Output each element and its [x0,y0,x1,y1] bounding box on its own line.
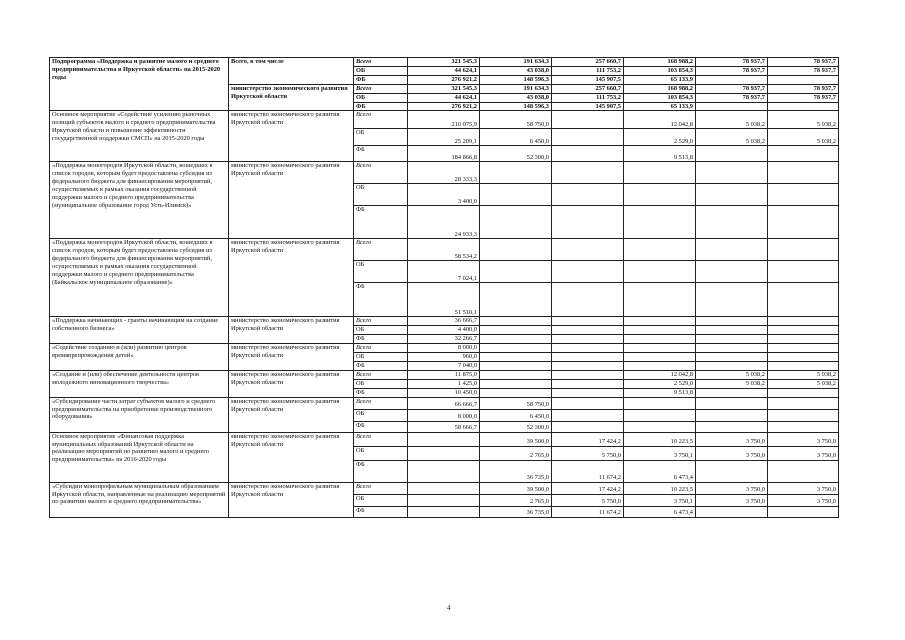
amount-cell: 9 513,8 [624,388,696,397]
amount-cell: 12 042,8 [624,370,696,379]
amount-cell [552,379,624,388]
amount-cell: 36 735,0 [480,460,552,482]
amount-cell [552,353,624,362]
funding-source: ФБ [354,75,408,84]
measure-name: Подпрограмма «Поддержка и развитие малого и среднего предпринимательства в Иркутской области» на 2015-2020 годы [50,58,229,111]
amount-cell: 3 750,0 [768,432,839,446]
amount-cell: 43 038,0 [480,93,552,102]
measure-name: «Поддержка начинающих - гранты начинающим на создание собственного бизнеса» [50,317,229,344]
funding-source: Всего [354,58,408,67]
amount-cell [696,239,768,261]
amount-cell: 168 988,2 [624,58,696,67]
amount-cell: 58 534,2 [408,239,480,261]
amount-cell [480,326,552,335]
amount-cell [480,206,552,239]
amount-cell: 78 937,7 [768,84,839,93]
amount-cell: 6 450,0 [480,129,552,146]
amount-cell: 5 038,2 [696,129,768,146]
executor: министерство экономического развития Иркутской области [229,344,354,371]
amount-cell [552,421,624,432]
amount-cell [624,162,696,184]
funding-source: Всего [354,111,408,129]
executor: министерство экономического развития Иркутской области [229,239,354,317]
page-number: 4 [447,604,451,612]
table-row [50,432,839,446]
table-row [50,162,839,184]
funding-source: Всего [354,432,408,446]
amount-cell [624,409,696,421]
amount-cell [480,344,552,353]
amount-cell [480,317,552,326]
amount-cell: 5 750,0 [552,494,624,506]
table-row [50,317,839,326]
table-row [50,370,839,379]
amount-cell: 11 674,2 [552,460,624,482]
amount-cell [768,388,839,397]
amount-cell: 3 750,0 [768,482,839,494]
amount-cell: 66 666,7 [408,397,480,409]
measure-name: Основное мероприятие «Содействие усилению рыночных позиций субъектов малого и среднего предпринимательства Иркутской области и повышение эффективности государственной поддержки СМСП» на 2015-2020 годы [50,111,229,162]
amount-cell: 17 424,2 [552,432,624,446]
amount-cell [768,344,839,353]
amount-cell [768,506,839,517]
amount-cell: 3 750,0 [696,446,768,460]
amount-cell: 103 854,3 [624,93,696,102]
amount-cell: 191 634,3 [480,84,552,93]
funding-source: Всего [354,482,408,494]
amount-cell [624,239,696,261]
funding-source: ОБ [354,129,408,146]
amount-cell: 6 450,0 [480,409,552,421]
amount-cell: 78 937,7 [768,93,839,102]
amount-cell: 191 634,3 [480,58,552,67]
amount-cell [624,397,696,409]
measure-name: «Субсидирование части затрат субъектов малого и среднего предпринимательства на приобретение производственного оборудования» [50,397,229,432]
amount-cell [480,335,552,344]
amount-cell: 276 921,2 [408,102,480,111]
amount-cell [768,261,839,283]
funding-source: ФБ [354,388,408,397]
funding-source: ФБ [354,506,408,517]
amount-cell: 321 545,3 [408,84,480,93]
funding-source: ОБ [354,446,408,460]
amount-cell: 10 223,5 [624,432,696,446]
amount-cell: 36 666,7 [408,317,480,326]
amount-cell [552,206,624,239]
amount-cell [408,494,480,506]
funding-source: Всего [354,239,408,261]
amount-cell: 52 300,0 [480,421,552,432]
amount-cell [768,102,839,111]
amount-cell [696,409,768,421]
amount-cell: 148 596,3 [480,75,552,84]
amount-cell: 1 425,0 [408,379,480,388]
amount-cell: 78 937,7 [696,58,768,67]
amount-cell [624,326,696,335]
amount-cell [408,482,480,494]
funding-source: ОБ [354,353,408,362]
amount-cell [480,184,552,206]
amount-cell [480,388,552,397]
executor: министерство экономического развития Иркутской области [229,84,354,111]
amount-cell: 103 854,3 [624,66,696,75]
funding-source: ФБ [354,146,408,162]
funding-source: ОБ [354,261,408,283]
funding-source: ФБ [354,421,408,432]
funding-source: ФБ [354,460,408,482]
funding-source: Всего [354,162,408,184]
amount-cell [552,335,624,344]
amount-cell [552,397,624,409]
amount-cell [408,446,480,460]
amount-cell [768,421,839,432]
funding-source: ОБ [354,409,408,421]
amount-cell: 2 529,0 [624,129,696,146]
amount-cell: 5 038,2 [768,379,839,388]
amount-cell: 3 750,1 [624,446,696,460]
amount-cell [408,460,480,482]
amount-cell: 8 000,0 [408,409,480,421]
amount-cell: 52 300,0 [480,146,552,162]
amount-cell: 145 907,5 [552,102,624,111]
funding-source: Всего [354,370,408,379]
amount-cell: 6 473,4 [624,460,696,482]
amount-cell: 78 937,7 [696,66,768,75]
amount-cell: 148 596,3 [480,102,552,111]
funding-source: Всего [354,317,408,326]
amount-cell [696,162,768,184]
amount-cell [552,326,624,335]
amount-cell [552,317,624,326]
amount-cell: 2 765,0 [480,446,552,460]
amount-cell: 17 424,2 [552,482,624,494]
amount-cell [552,261,624,283]
measure-name: «Поддержка моногородов Иркутской области, вошедших в список городов, которым будет предоставлена субсидия из федерального бюджета для финансирования мероприятий, осуществляемых в рамках оказания государственной поддержки малого и среднего предпринимательства (муниципальное образование город Усть-Илимск)» [50,162,229,239]
funding-source: ОБ [354,379,408,388]
amount-cell: 25 209,1 [408,129,480,146]
table-row [50,482,839,494]
amount-cell: 39 500,0 [480,482,552,494]
budget-table [49,57,839,518]
amount-cell [696,261,768,283]
amount-cell [768,460,839,482]
amount-cell [552,361,624,370]
amount-cell: 5 038,2 [696,370,768,379]
measure-name: «Содействие созданию и (или) развитию центров времяпрепровождения детей» [50,344,229,371]
amount-cell: 9 513,8 [624,146,696,162]
amount-cell [480,162,552,184]
amount-cell: 184 866,8 [408,146,480,162]
amount-cell [696,361,768,370]
amount-cell: 7 040,0 [408,361,480,370]
amount-cell: 11 674,2 [552,506,624,517]
amount-cell [552,146,624,162]
amount-cell [552,162,624,184]
funding-source: ФБ [354,102,408,111]
funding-source: ОБ [354,66,408,75]
amount-cell [768,353,839,362]
amount-cell [480,261,552,283]
amount-cell [480,361,552,370]
amount-cell [696,75,768,84]
amount-cell [696,388,768,397]
amount-cell: 5 750,0 [552,446,624,460]
measure-name: «Создание и (или) обеспечение деятельности центров молодежного инновационного творчества» [50,370,229,397]
amount-cell [480,353,552,362]
amount-cell: 10 223,5 [624,482,696,494]
amount-cell: 145 907,5 [552,75,624,84]
executor: министерство экономического развития Иркутской области [229,162,354,239]
table-row [50,58,839,67]
amount-cell: 321 545,3 [408,58,480,67]
executor: министерство экономического развития Иркутской области [229,111,354,162]
table-row [50,397,839,409]
amount-cell [696,460,768,482]
amount-cell [480,239,552,261]
amount-cell: 32 266,7 [408,335,480,344]
amount-cell: 43 038,0 [480,66,552,75]
amount-cell [768,75,839,84]
amount-cell [768,397,839,409]
amount-cell: 58 750,0 [480,111,552,129]
amount-cell: 3 400,0 [408,184,480,206]
amount-cell: 78 937,7 [696,84,768,93]
executor: министерство экономического развития Иркутской области [229,397,354,432]
amount-cell [624,353,696,362]
amount-cell: 5 038,2 [696,111,768,129]
budget-table-body [50,58,839,518]
amount-cell [768,283,839,317]
amount-cell [624,361,696,370]
amount-cell: 39 500,0 [480,432,552,446]
funding-source: ОБ [354,93,408,102]
amount-cell [768,317,839,326]
funding-source: ФБ [354,335,408,344]
amount-cell [696,344,768,353]
amount-cell: 257 660,7 [552,58,624,67]
table-row [50,344,839,353]
measure-name: Основное мероприятие «Финансовая поддержка муниципальных образований Иркутской области на реализацию мероприятий по развитию малого и среднего предпринимательства» на 2016-2020 годы [50,432,229,482]
amount-cell: 4 400,0 [408,326,480,335]
amount-cell: 5 038,2 [768,370,839,379]
amount-cell [696,102,768,111]
executor: Всего, в том числе [229,58,354,85]
amount-cell: 2 765,0 [480,494,552,506]
amount-cell: 65 133,9 [624,102,696,111]
amount-cell [696,506,768,517]
funding-source: Всего [354,397,408,409]
amount-cell [768,326,839,335]
amount-cell [768,184,839,206]
funding-source: Всего [354,84,408,93]
amount-cell [624,344,696,353]
amount-cell [696,397,768,409]
amount-cell [696,353,768,362]
amount-cell [768,206,839,239]
amount-cell [624,283,696,317]
table-row [50,111,839,129]
amount-cell [552,409,624,421]
amount-cell: 5 038,2 [696,379,768,388]
funding-source: ФБ [354,283,408,317]
amount-cell: 78 937,7 [696,93,768,102]
amount-cell: 168 988,2 [624,84,696,93]
amount-cell: 5 038,2 [768,129,839,146]
amount-cell [624,335,696,344]
amount-cell: 78 937,7 [768,66,839,75]
amount-cell [624,317,696,326]
funding-source: ФБ [354,361,408,370]
executor: министерство экономического развития Иркутской области [229,432,354,482]
amount-cell: 3 750,0 [768,494,839,506]
funding-source: ОБ [354,494,408,506]
amount-cell: 65 133,9 [624,75,696,84]
amount-cell [552,370,624,379]
amount-cell [480,379,552,388]
amount-cell [768,239,839,261]
amount-cell [696,146,768,162]
amount-cell [624,421,696,432]
amount-cell [768,361,839,370]
amount-cell [696,184,768,206]
amount-cell: 210 075,9 [408,111,480,129]
executor: министерство экономического развития Иркутской области [229,317,354,344]
table-row [50,239,839,261]
amount-cell: 276 921,2 [408,75,480,84]
amount-cell [696,206,768,239]
amount-cell [696,421,768,432]
amount-cell [768,162,839,184]
amount-cell: 3 750,0 [696,432,768,446]
funding-source: Всего [354,344,408,353]
amount-cell [768,146,839,162]
amount-cell [624,261,696,283]
amount-cell [552,111,624,129]
amount-cell: 3 750,0 [696,482,768,494]
amount-cell: 58 666,7 [408,421,480,432]
executor: министерство экономического развития Иркутской области [229,370,354,397]
amount-cell: 3 750,0 [768,446,839,460]
amount-cell [552,129,624,146]
amount-cell: 11 875,0 [408,370,480,379]
amount-cell: 8 000,0 [408,344,480,353]
funding-source: ОБ [354,326,408,335]
amount-cell [552,388,624,397]
amount-cell: 111 753,2 [552,93,624,102]
amount-cell: 257 660,7 [552,84,624,93]
amount-cell: 28 333,3 [408,162,480,184]
amount-cell [624,184,696,206]
amount-cell: 960,0 [408,353,480,362]
measure-name: «Поддержка моногородов Иркутской области, вошедших в список городов, которым будет предоставлена субсидия из федерального бюджета для финансирования мероприятий, осуществляемых в рамках оказания государственной поддержки малого и среднего предпринимательства (Байкальское муниципальное образование)» [50,239,229,317]
amount-cell [552,239,624,261]
funding-source: ОБ [354,184,408,206]
amount-cell [624,206,696,239]
amount-cell: 10 450,0 [408,388,480,397]
amount-cell: 58 750,0 [480,397,552,409]
amount-cell [552,184,624,206]
amount-cell [480,283,552,317]
amount-cell [408,432,480,446]
amount-cell: 24 933,3 [408,206,480,239]
amount-cell [552,344,624,353]
executor: министерство экономического развития Иркутской области [229,482,354,517]
amount-cell: 78 937,7 [768,58,839,67]
amount-cell [552,283,624,317]
amount-cell [768,409,839,421]
amount-cell [768,335,839,344]
amount-cell [696,317,768,326]
amount-cell: 51 510,1 [408,283,480,317]
amount-cell: 7 024,1 [408,261,480,283]
amount-cell: 111 753,2 [552,66,624,75]
amount-cell: 12 042,8 [624,111,696,129]
amount-cell [696,283,768,317]
funding-source: ФБ [354,206,408,239]
amount-cell: 44 624,1 [408,93,480,102]
amount-cell: 44 624,1 [408,66,480,75]
amount-cell [696,326,768,335]
amount-cell: 6 473,4 [624,506,696,517]
amount-cell: 3 750,0 [696,494,768,506]
amount-cell: 2 529,0 [624,379,696,388]
amount-cell [696,335,768,344]
amount-cell [408,506,480,517]
measure-name: «Субсидии монопрофильным муниципальным образованиям Иркутской области, направленные на реализацию мероприятий по развитию малого и среднего предпринимательства» [50,482,229,517]
amount-cell [480,370,552,379]
amount-cell: 36 735,0 [480,506,552,517]
amount-cell: 5 038,2 [768,111,839,129]
amount-cell: 3 750,1 [624,494,696,506]
